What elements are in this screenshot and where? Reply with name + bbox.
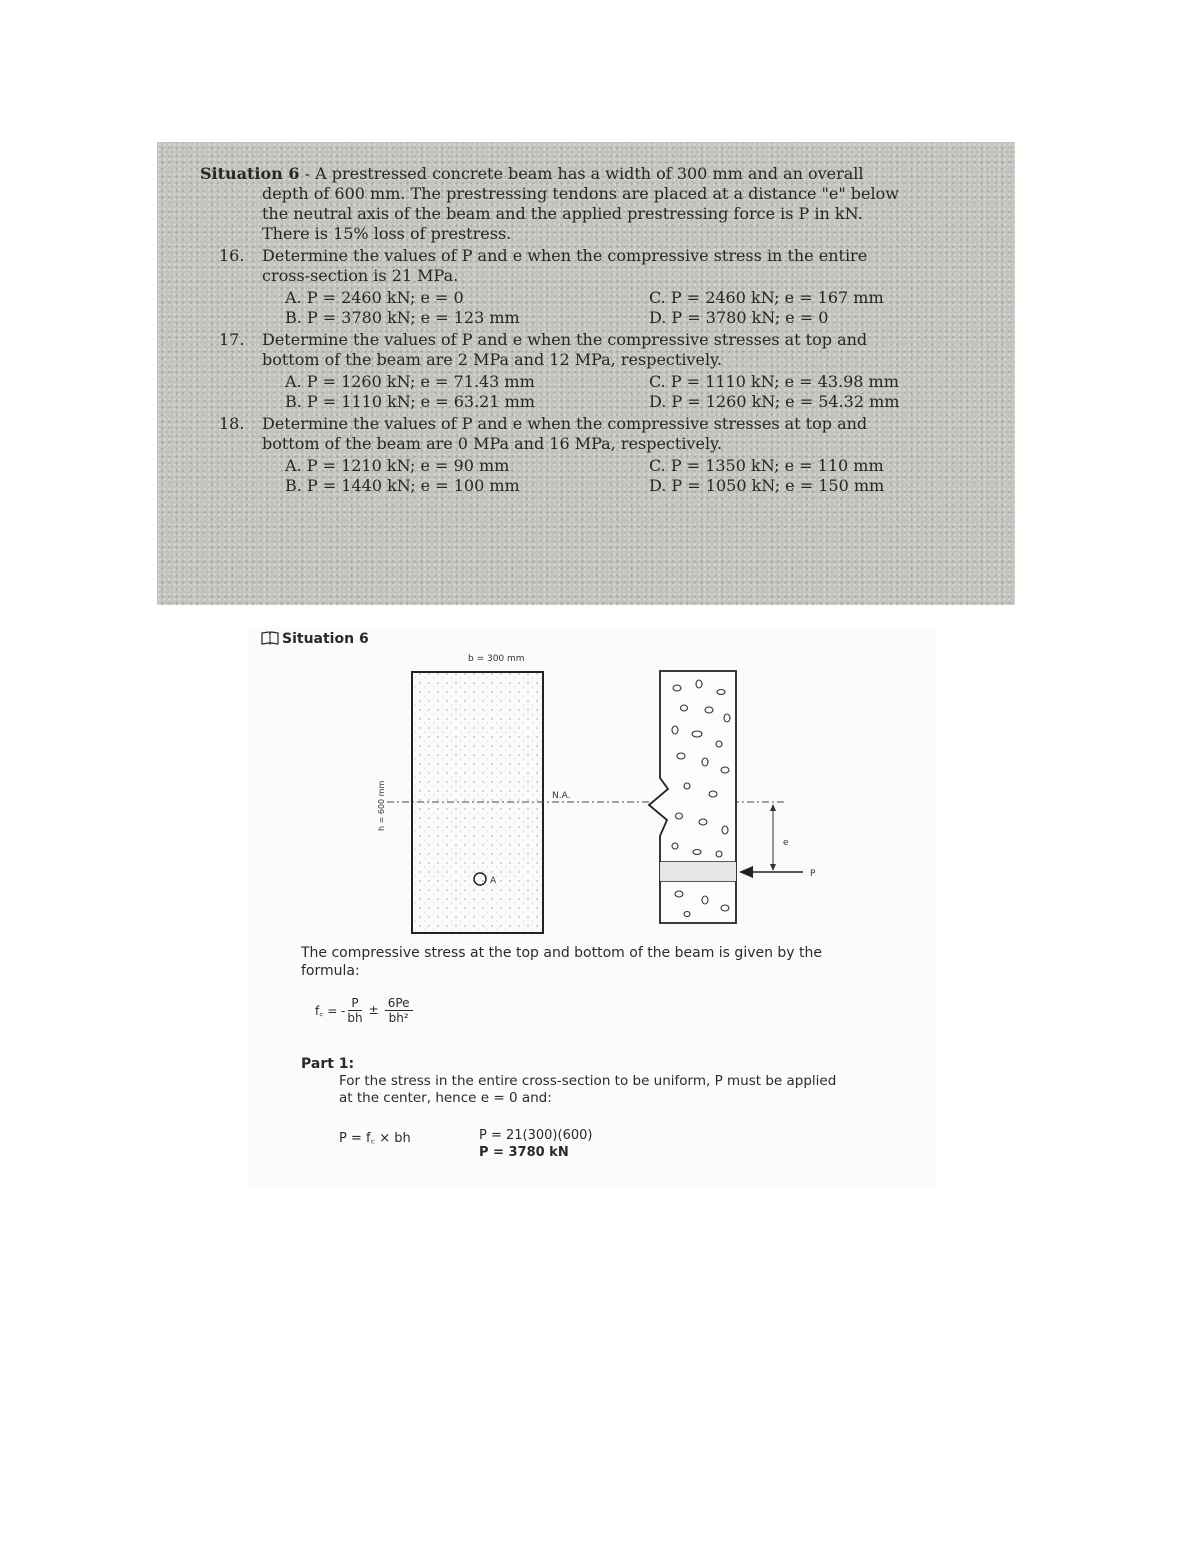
height-label: h = 600 mm — [377, 780, 386, 831]
choice-c: C. P = 1350 kN; e = 110 mm — [649, 456, 884, 475]
question-line: Determine the values of P and e when the compressive stresses at top and — [262, 414, 868, 433]
beam-figure — [247, 626, 937, 946]
choice-a: A. P = 1210 kN; e = 90 mm — [285, 456, 510, 475]
intro-line-4: There is 15% loss of prestress. — [262, 224, 512, 243]
solution-heading: Situation 6 — [261, 631, 369, 649]
eccentricity-label: e — [783, 838, 789, 848]
width-label: b = 300 mm — [468, 654, 525, 664]
formula-sign: ± — [368, 1003, 379, 1017]
intro-line-2: depth of 600 mm. The prestressing tendons are placed at a distance "e" below — [262, 184, 899, 203]
beam-side-elevation — [649, 671, 736, 923]
situation-title: Situation 6 — [200, 164, 300, 183]
choice-c: C. P = 2460 kN; e = 167 mm — [649, 288, 884, 307]
formula-lhs: f꜀ = - — [315, 1003, 346, 1018]
formula-frac-2: $\frac{6Pe}{\text{bh²}}$ — [385, 996, 413, 1025]
solution-section — [247, 626, 937, 1186]
part1-eq-right-1: P = 21(300)(600) — [479, 1128, 593, 1143]
formula-frac-1: P bh — [347, 995, 363, 1025]
part1-eq-left: P = f꜀ × bh — [339, 1131, 411, 1146]
question-line: Determine the values of P and e when the compressive stress in the entire — [262, 246, 868, 265]
part1-line-2: at the center, hence e = 0 and: — [339, 1090, 552, 1106]
choice-b: B. P = 3780 kN; e = 123 mm — [285, 308, 520, 327]
question-line: bottom of the beam are 0 MPa and 16 MPa, respectively. — [262, 434, 723, 453]
solution-intro-2: formula: — [301, 963, 360, 979]
question-number: 16. — [219, 246, 245, 265]
question-line: cross-section is 21 MPa. — [262, 266, 459, 285]
choice-a: A. P = 1260 kN; e = 71.43 mm — [285, 372, 535, 391]
question-number: 17. — [219, 330, 245, 349]
problem-scan — [157, 142, 1015, 605]
choice-d: D. P = 1050 kN; e = 150 mm — [649, 476, 885, 495]
question-line: Determine the values of P and e when the compressive stresses at top and — [262, 330, 868, 349]
choice-c: C. P = 1110 kN; e = 43.98 mm — [649, 372, 899, 391]
neutral-axis-label: N.A. — [552, 791, 571, 801]
part1-title: Part 1: — [301, 1056, 355, 1072]
choice-d: D. P = 1260 kN; e = 54.32 mm — [649, 392, 900, 411]
force-label: P — [810, 869, 816, 879]
intro-line-1: Situation 6 - A prestressed concrete beam has a width of 300 mm and an overall — [200, 164, 864, 183]
part1-line-1: For the stress in the entire cross-section to be uniform, P must be applied — [339, 1073, 837, 1089]
stress-formula — [315, 988, 413, 1032]
part1-eq-right-2: P = 3780 kN — [479, 1145, 569, 1160]
choice-a: A. P = 2460 kN; e = 0 — [285, 288, 464, 307]
solution-intro-1: The compressive stress at the top and bottom of the beam is given by the — [301, 945, 823, 961]
choice-d: D. P = 3780 kN; e = 0 — [649, 308, 829, 327]
area-label: A — [490, 876, 497, 886]
question-number: 18. — [219, 414, 245, 433]
question-line: bottom of the beam are 2 MPa and 12 MPa, respectively. — [262, 350, 723, 369]
intro-line-3: the neutral axis of the beam and the applied prestressing force is P in kN. — [262, 204, 863, 223]
choice-b: B. P = 1440 kN; e = 100 mm — [285, 476, 520, 495]
choice-b: B. P = 1110 kN; e = 63.21 mm — [285, 392, 535, 411]
